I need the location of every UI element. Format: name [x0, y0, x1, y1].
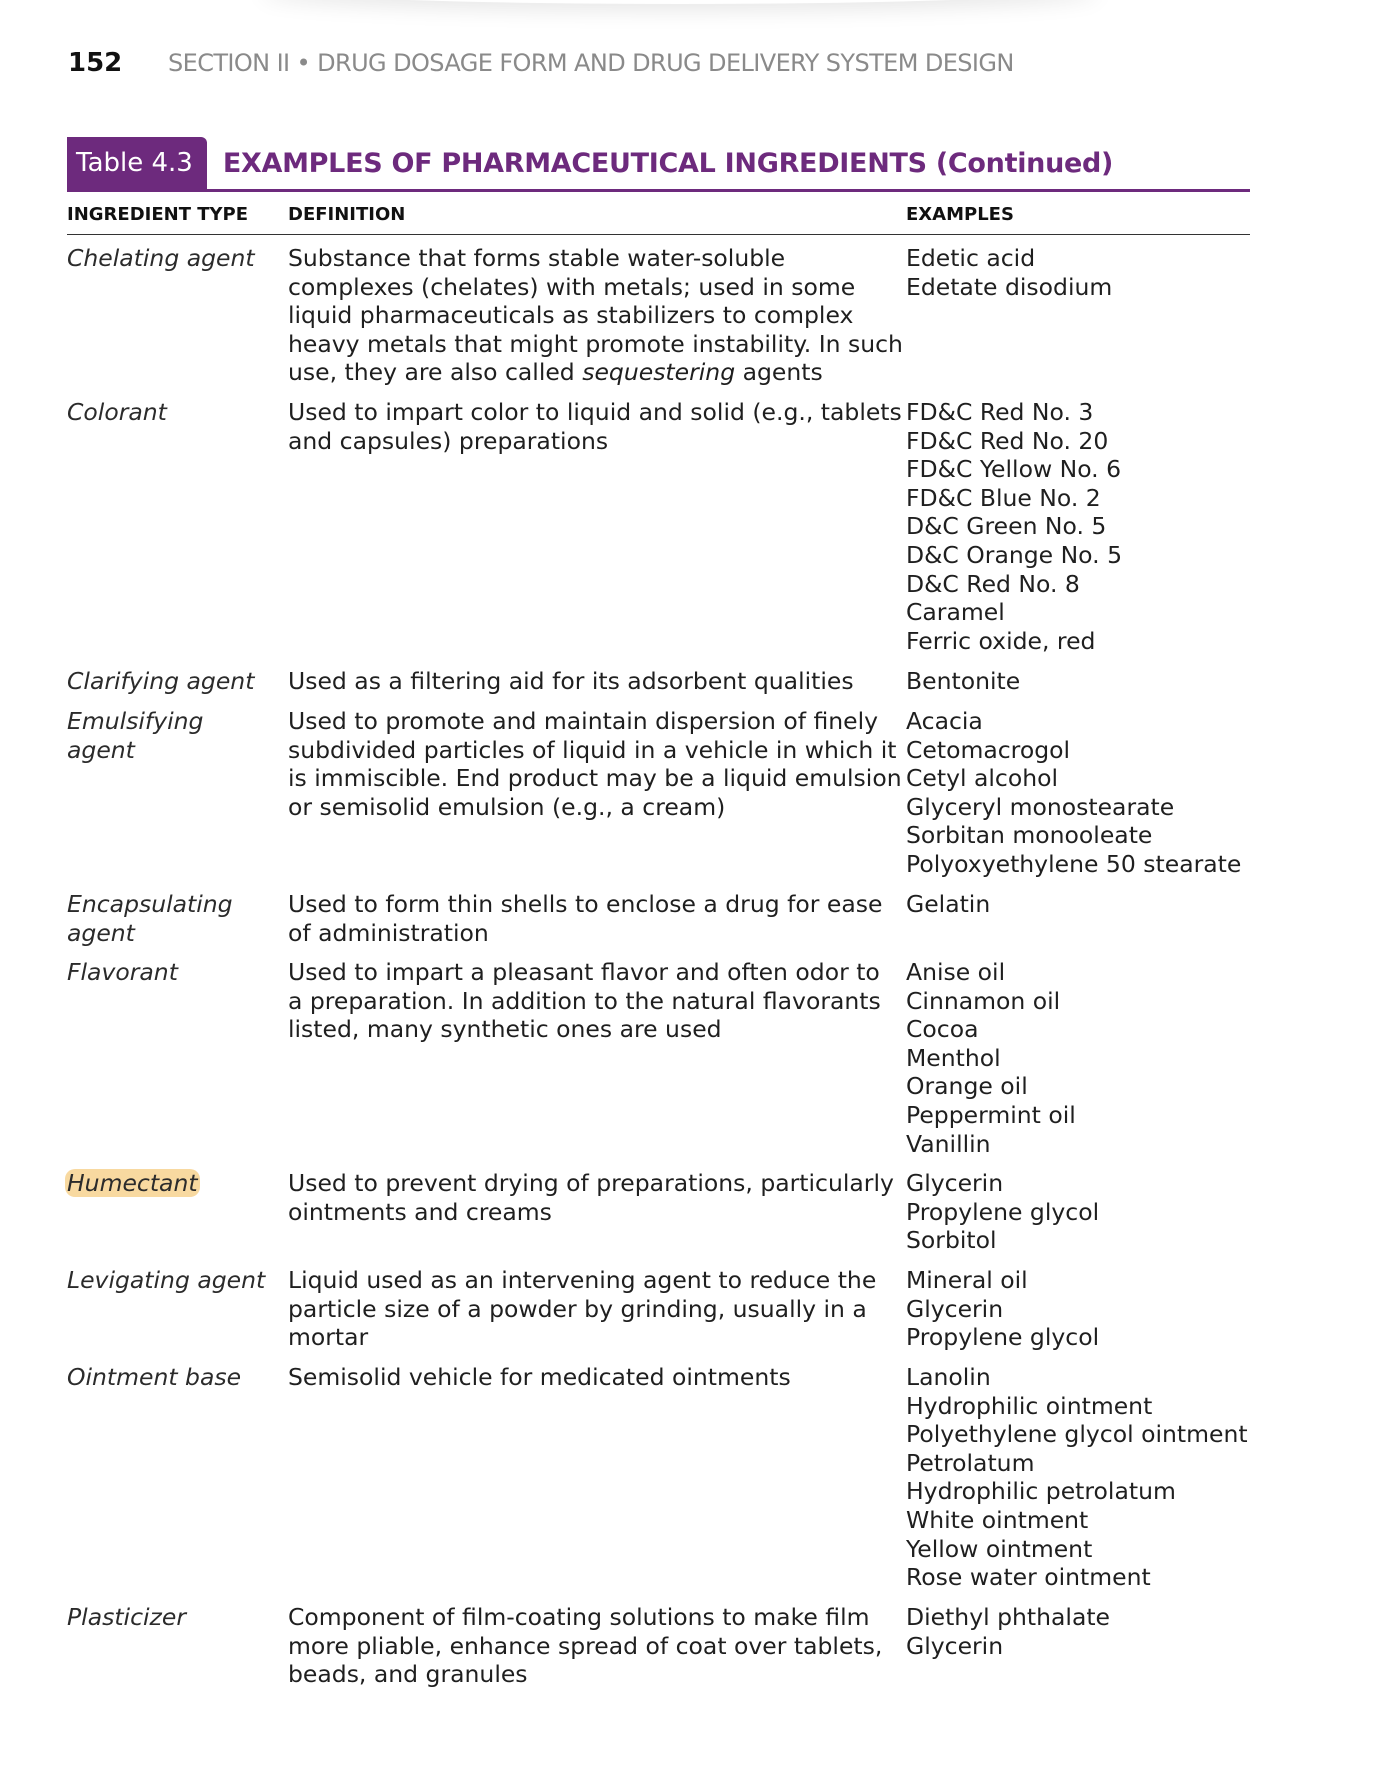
ingredient-type: Levigating agent: [67, 1266, 266, 1294]
ingredient-type: Ointment base: [67, 1363, 242, 1391]
column-header-ingredient-type: INGREDIENT TYPE: [67, 204, 249, 225]
examples: Edetic acid Edetate disodium: [906, 244, 1113, 301]
definition: Used as a filtering aid for its adsorbent qualities: [288, 667, 854, 695]
table-caption: EXAMPLES OF PHARMACEUTICAL INGREDIENTS (Continued): [222, 147, 1114, 179]
examples: Lanolin Hydrophilic ointment Polyethylene glycol ointment Petrolatum Hydrophilic petrolatum White ointment Yellow ointment Rose water ointment: [906, 1363, 1248, 1592]
page-header: [68, 48, 1014, 78]
definition: Used to form thin shells to enclose a drug for ease of administration: [288, 890, 883, 947]
emphasis-term: sequestering: [582, 358, 736, 387]
column-header-examples: EXAMPLES: [906, 204, 1014, 225]
examples: Bentonite: [906, 667, 1021, 695]
table-label: Table 4.3: [67, 137, 207, 189]
ingredient-type: Encapsulating agent: [67, 890, 233, 947]
page-top-shadow: [260, 0, 1100, 4]
definition: Used to impart a pleasant flavor and often odor to a preparation. In addition to the natural flavorants listed, many synthetic ones are used: [288, 958, 881, 1044]
examples: Acacia Cetomacrogol Cetyl alcohol Glyceryl monostearate Sorbitan monooleate Polyoxyethylene 50 stearate: [906, 707, 1242, 878]
examples: Glycerin Propylene glycol Sorbitol: [906, 1169, 1100, 1255]
ingredient-type: Chelating agent: [67, 244, 255, 272]
examples: Anise oil Cinnamon oil Cocoa Menthol Orange oil Peppermint oil Vanillin: [906, 958, 1076, 1158]
table-column-headers: [67, 198, 1250, 235]
definition: Semisolid vehicle for medicated ointments: [288, 1363, 791, 1391]
running-head: SECTION II • DRUG DOSAGE FORM AND DRUG DELIVERY SYSTEM DESIGN: [168, 49, 1014, 77]
definition: Used to impart color to liquid and solid (e.g., tablets and capsules) preparations: [288, 398, 902, 455]
ingredient-type: Colorant: [67, 398, 167, 426]
definition: Used to prevent drying of preparations, particularly ointments and creams: [288, 1169, 894, 1226]
ingredient-type: Plasticizer: [67, 1603, 186, 1631]
column-header-definition: DEFINITION: [288, 204, 406, 225]
examples: FD&C Red No. 3 FD&C Red No. 20 FD&C Yellow No. 6 FD&C Blue No. 2 D&C Green No. 5 D&C Orange No. 5 D&C Red No. 8 Caramel Ferric oxide, red: [906, 398, 1123, 655]
examples: Mineral oil Glycerin Propylene glycol: [906, 1266, 1100, 1352]
definition: Component of film-coating solutions to make film more pliable, enhance spread of coat over tablets, beads, and granules: [288, 1603, 883, 1689]
examples: Diethyl phthalate Glycerin: [906, 1603, 1111, 1660]
ingredient-type: Emulsifying agent: [67, 707, 204, 764]
ingredient-type: [67, 1169, 282, 1198]
definition: Used to promote and maintain dispersion of finely subdivided particles of liquid in a vehicle in which it is immiscible. End product may be a liquid emulsion or semisolid emulsion (e.g., a cream): [288, 707, 902, 821]
definition: Substance that forms stable water-soluble complexes (chelates) with metals; used in some liquid pharmaceuticals as stabilizers to complex heavy metals that might promote instability. In such use, they are also called sequestering agents: [288, 244, 903, 387]
page-number: 152: [68, 48, 123, 78]
ingredient-type: Flavorant: [67, 958, 178, 986]
ingredient-type: Clarifying agent: [67, 667, 255, 695]
table-title-bar: [67, 137, 1250, 192]
definition: Liquid used as an intervening agent to reduce the particle size of a powder by grinding, usually in a mortar: [288, 1266, 877, 1352]
highlighted-term: Humectant: [67, 1169, 198, 1197]
examples: Gelatin: [906, 890, 991, 918]
